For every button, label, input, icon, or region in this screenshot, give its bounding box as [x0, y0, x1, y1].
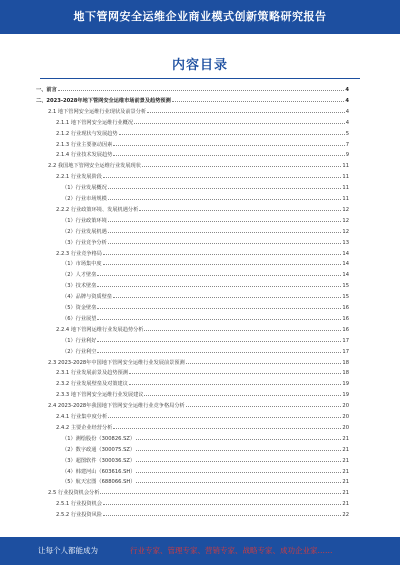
toc-leader-dots [113, 428, 341, 429]
toc-entry-label: （6）行业展望 [62, 315, 97, 322]
toc-leader-dots [97, 352, 341, 353]
toc-entry-page: 16 [342, 326, 349, 333]
toc-entry-label: 2.5 行业投资机会分析 [48, 490, 100, 497]
toc-entry-label: 2.1.4 行业技术发展趋势 [56, 152, 113, 159]
toc-entry[interactable] [62, 454, 349, 464]
title-divider [40, 78, 360, 79]
toc-entry-label: （3）超图软件（300036.SZ） [62, 457, 136, 464]
toc-entry-label: （2）行业发展机遇 [62, 228, 107, 235]
toc-entry-page: 18 [342, 359, 349, 366]
toc-leader-dots [97, 286, 341, 287]
toc-leader-dots [108, 199, 342, 200]
toc-entry-page: 4 [345, 119, 349, 126]
toc-entry[interactable] [62, 290, 349, 300]
toc-title: 内容目录 [171, 58, 228, 73]
toc-entry[interactable] [56, 508, 349, 518]
toc-leader-dots [172, 101, 345, 102]
table-of-contents [0, 83, 400, 533]
toc-entry-label: 2.3 2023-2028年中国地下管网安全运维行业发展前景预测 [48, 359, 185, 366]
toc-entry-page: 18 [342, 370, 349, 377]
toc-leader-dots [108, 232, 342, 233]
toc-entry-page: 17 [342, 337, 349, 344]
toc-entry-label: （1）行业政策环境 [62, 217, 107, 224]
toc-entry-page: 16 [342, 315, 349, 322]
toc-entry[interactable] [56, 377, 349, 387]
toc-entry[interactable] [56, 388, 349, 398]
toc-entry[interactable] [62, 312, 349, 322]
toc-entry[interactable] [56, 323, 349, 333]
toc-entry-label: 2.2.4 地下管网运维行业发展趋势分析 [56, 326, 144, 333]
toc-entry[interactable] [62, 192, 349, 202]
toc-leader-dots [108, 243, 342, 244]
toc-entry[interactable] [48, 486, 349, 496]
toc-entry-page: 9 [345, 152, 349, 159]
toc-leader-dots [186, 363, 342, 364]
toc-entry-label: 2.5.2 行业投资风险 [56, 512, 102, 519]
toc-entry-label: 二、2023-2028年地下管网安全运维市场前景及趋势预测 [36, 97, 171, 104]
toc-entry-page: 12 [342, 228, 349, 235]
toc-leader-dots [103, 504, 341, 505]
toc-entry-label: 2.4.1 行业集中度分析 [56, 414, 108, 420]
toc-entry-label: 2.1.1 地下管网安全运维行业概况 [56, 119, 134, 126]
toc-leader-dots [139, 210, 341, 211]
toc-entry[interactable] [62, 334, 349, 344]
toc-entry[interactable] [56, 421, 349, 431]
toc-leader-dots [144, 330, 341, 331]
toc-entry[interactable] [56, 127, 349, 137]
toc-entry-label: （3）行业竞争分析 [62, 239, 107, 246]
toc-entry-page: 14 [342, 250, 349, 257]
toc-entry[interactable] [62, 279, 349, 289]
toc-entry-page: 15 [342, 294, 349, 301]
toc-entry[interactable] [62, 475, 349, 485]
toc-leader-dots [113, 145, 344, 146]
toc-entry-page: 19 [342, 392, 349, 399]
toc-entry-page: 21 [342, 446, 349, 453]
toc-entry[interactable] [48, 356, 349, 366]
toc-leader-dots [108, 221, 342, 222]
toc-leader-dots [136, 461, 341, 462]
toc-entry-page: 17 [342, 348, 349, 355]
toc-entry-label: 一、前言 [36, 87, 57, 93]
toc-leader-dots [136, 439, 341, 440]
toc-leader-dots [58, 90, 345, 91]
toc-entry[interactable] [62, 181, 349, 191]
toc-entry-label: 2.2.2 行业政策环境、发展机遇分析 [56, 206, 139, 213]
toc-entry[interactable] [62, 257, 349, 267]
toc-entry[interactable] [62, 301, 349, 311]
header-banner [0, 0, 400, 34]
toc-entry-label: 2.3.3 地下管网安全运维行业发展建议 [56, 392, 144, 399]
toc-entry[interactable] [56, 170, 349, 180]
toc-leader-dots [142, 166, 341, 167]
toc-leader-dots [100, 493, 341, 494]
toc-entry[interactable] [36, 83, 349, 93]
toc-entry[interactable] [62, 236, 349, 246]
toc-entry-page: 13 [342, 239, 349, 246]
toc-entry-label: 2.3.2 行业发展壁垒及对策建议 [56, 381, 128, 388]
toc-entry-page: 11 [342, 185, 349, 192]
toc-leader-dots [97, 308, 341, 309]
toc-entry[interactable] [48, 159, 349, 169]
toc-leader-dots [103, 177, 341, 178]
toc-entry-page: 12 [342, 217, 349, 224]
toc-entry[interactable] [56, 366, 349, 376]
toc-entry-label: （2）数字政通（300075.SZ） [62, 446, 136, 453]
toc-entry-label: （1）市场集中度 [62, 261, 102, 268]
toc-entry[interactable] [48, 105, 349, 115]
toc-entry-page: 4 [345, 97, 349, 104]
toc-entry[interactable] [56, 247, 349, 257]
toc-entry[interactable] [56, 497, 349, 507]
toc-entry-label: （5）航天宏图（688066.SH） [62, 479, 136, 486]
toc-entry-page: 5 [345, 130, 349, 137]
toc-entry-page: 11 [342, 174, 349, 181]
toc-entry-page: 4 [345, 87, 349, 93]
toc-entry-page: 7 [345, 141, 349, 148]
toc-entry-page: 20 [342, 403, 349, 410]
toc-entry-label: 2.2.3 行业竞争格局 [56, 250, 102, 257]
toc-entry-page: 20 [342, 414, 349, 420]
toc-entry-page: 11 [342, 196, 349, 202]
toc-entry-label: （1）测绘股份（300826.SZ） [62, 435, 136, 442]
toc-entry-label: （5）资金壁垒 [62, 305, 97, 311]
toc-entry-page: 21 [342, 479, 349, 486]
toc-entry-page: 19 [342, 381, 349, 388]
toc-entry-label: 2.1.3 行业主要驱动因素 [56, 141, 113, 148]
toc-leader-dots [144, 395, 341, 396]
toc-entry[interactable] [48, 399, 349, 409]
toc-entry[interactable] [56, 410, 349, 420]
toc-entry-label: （1）行业利好 [62, 337, 97, 344]
toc-entry[interactable] [62, 268, 349, 278]
toc-entry-label: 2.1.2 行业现状与发展趋势 [56, 130, 118, 137]
toc-leader-dots [108, 417, 341, 418]
toc-leader-dots [113, 297, 341, 298]
toc-entry-page: 21 [342, 468, 349, 475]
toc-entry-label: 2.1 地下管网安全运维行业现状及前景分析 [48, 108, 147, 115]
toc-leader-dots [103, 515, 341, 516]
toc-entry-page: 15 [342, 283, 349, 290]
toc-entry-page: 21 [342, 435, 349, 442]
toc-leader-dots [147, 112, 345, 113]
toc-entry-label: （4）品牌与资质壁垒 [62, 294, 112, 301]
toc-entry[interactable] [62, 443, 349, 453]
toc-entry-page: 14 [342, 261, 349, 268]
toc-entry-page: 12 [342, 206, 349, 213]
toc-entry-page: 16 [342, 305, 349, 311]
toc-leader-dots [129, 373, 341, 374]
toc-entry[interactable] [56, 203, 349, 213]
toc-entry[interactable] [62, 345, 349, 355]
toc-entry-label: （2）行业市场规模 [62, 196, 107, 202]
toc-entry[interactable] [56, 148, 349, 158]
toc-entry-page: 14 [342, 272, 349, 279]
toc-entry-label: 2.2.1 行业发展阶段 [56, 174, 102, 181]
toc-leader-dots [186, 406, 342, 407]
toc-leader-dots [113, 155, 344, 156]
toc-entry-page: 21 [342, 501, 349, 508]
toc-entry-page: 21 [342, 457, 349, 464]
toc-entry-label: 2.4.2 主要企业经营分析 [56, 424, 113, 431]
toc-entry-page: 20 [342, 424, 349, 431]
toc-leader-dots [134, 123, 345, 124]
footer-banner [0, 537, 400, 565]
toc-entry-label: 2.4 2023-2028年我国地下管网安全运维行业竞争格局分析 [48, 403, 185, 410]
toc-entry-label: （2）行业利空 [62, 348, 97, 355]
toc-entry-label: （1）行业发展概况 [62, 185, 107, 192]
toc-entry-label: 2.3.1 行业发展前景及趋势预测 [56, 370, 128, 377]
toc-entry-page: 22 [342, 512, 349, 519]
report-title: 地下管网安全运维企业商业模式创新策略研究报告 [73, 10, 327, 23]
footer-slogan: 让每个人都能成为 [38, 546, 98, 555]
toc-leader-dots [136, 482, 341, 483]
toc-leader-dots [136, 450, 341, 451]
toc-entry-label: （2）人才壁垒 [62, 272, 97, 279]
toc-entry-page: 21 [342, 490, 349, 497]
toc-leader-dots [129, 384, 341, 385]
toc-entry[interactable] [56, 138, 349, 148]
toc-entry[interactable] [62, 214, 349, 224]
toc-entry-page: 11 [342, 163, 349, 170]
toc-leader-dots [119, 134, 345, 135]
toc-leader-dots [103, 264, 342, 265]
footer-tagline: 行业专家、管理专家、营销专家、战略专家、成功企业家…… [130, 546, 333, 555]
toc-entry-label: （3）技术壁垒 [62, 283, 97, 290]
toc-leader-dots [97, 319, 341, 320]
toc-leader-dots [136, 472, 341, 473]
toc-leader-dots [103, 254, 341, 255]
toc-entry[interactable] [36, 94, 349, 104]
toc-leader-dots [108, 188, 342, 189]
toc-entry-label: （4）韩建河山（603616.SH） [62, 468, 136, 475]
toc-entry-label: 2.5.1 行业投资机会 [56, 501, 102, 508]
toc-leader-dots [97, 275, 341, 276]
toc-entry[interactable] [62, 225, 349, 235]
toc-entry[interactable] [62, 432, 349, 442]
toc-leader-dots [97, 341, 341, 342]
toc-entry[interactable] [62, 465, 349, 475]
toc-entry-page: 4 [345, 108, 349, 115]
toc-entry-label: 2.2 我国地下管网安全运维行业发展现状 [48, 163, 141, 170]
toc-entry[interactable] [56, 116, 349, 126]
